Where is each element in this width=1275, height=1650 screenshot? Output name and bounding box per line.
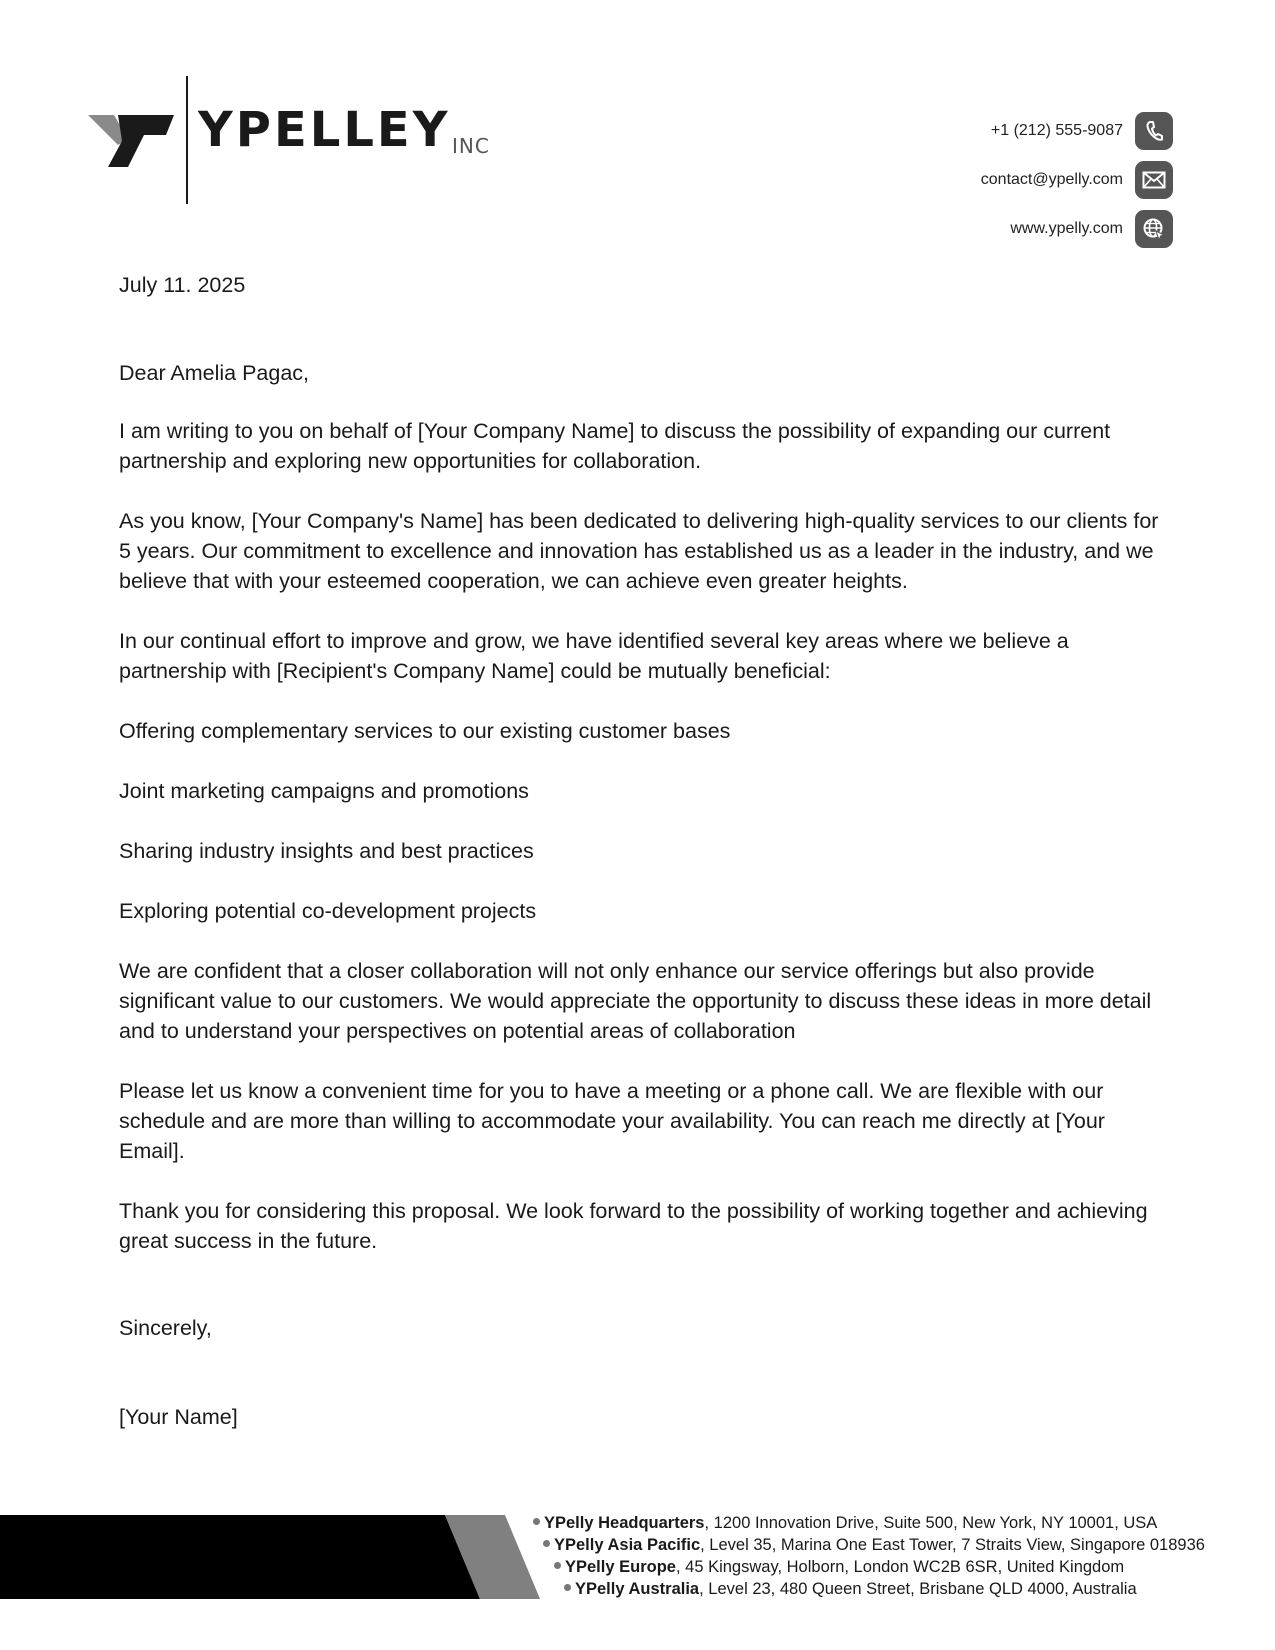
letter-date: July 11. 2025 xyxy=(119,273,246,297)
list-item: Offering complementary services to our existing customer bases xyxy=(119,719,731,743)
list-item: Exploring potential co-development projects xyxy=(119,899,537,923)
bullet-dot xyxy=(533,1518,540,1525)
bullet-dot xyxy=(554,1562,561,1569)
office-location: , Level 23, 480 Queen Street, Brisbane QLD 4000, Australia xyxy=(699,1580,1137,1598)
footer-addresses xyxy=(0,1512,1275,1602)
office-location: , 1200 Innovation Drive, Suite 500, New York, NY 10001, USA xyxy=(704,1514,1158,1532)
list-item: Sharing industry insights and best practices xyxy=(119,839,534,863)
bullet-dot xyxy=(564,1584,571,1591)
office-location: , 45 Kingsway, Holborn, London WC2B 6SR, United Kingdom xyxy=(675,1558,1125,1576)
contact-block xyxy=(753,112,1173,259)
company-suffix: INC xyxy=(452,134,490,158)
list-item: Joint marketing campaigns and promotions xyxy=(119,779,529,803)
letter-salutation: Dear Amelia Pagac, xyxy=(119,361,310,385)
letter-body xyxy=(119,270,1159,1432)
letter-closing: Sincerely, xyxy=(119,1316,212,1340)
logo-mark-icon xyxy=(88,113,178,169)
bullet-dot xyxy=(543,1540,550,1547)
letter-paragraph: We are confident that a closer collaboration will not only enhance our service offerings but also provide significant value to our customers. We would appreciate the opportunity to discuss these ideas in more detail and to understand your perspectives on potential areas of collaboration xyxy=(119,959,1152,1043)
office-address xyxy=(554,1556,1124,1578)
letter-signature: [Your Name] xyxy=(119,1405,238,1429)
letter-paragraph: Please let us know a convenient time for you to have a meeting or a phone call. We are flexible with our schedule and are more than willing to accommodate your availability. You can reach me directly at [Your Email]. xyxy=(119,1079,1105,1163)
contact-email-row xyxy=(753,161,1173,199)
contact-phone: +1 (212) 555-9087 xyxy=(990,122,1123,139)
office-address xyxy=(564,1578,1137,1600)
letter-paragraph: In our continual effort to improve and grow, we have identified several key areas where we believe a partnership with [Recipient's Company Name] could be mutually beneficial: xyxy=(119,629,1069,683)
office-location: , Level 35, Marina One East Tower, 7 Straits View, Singapore 018936 xyxy=(700,1536,1205,1554)
contact-website: www.ypelly.com xyxy=(1010,220,1123,237)
letter-paragraph: I am writing to you on behalf of [Your Company Name] to discuss the possibility of expanding our current partnership and exploring new opportunities for collaboration. xyxy=(119,419,1111,473)
company-logo xyxy=(88,76,528,206)
company-name: YPELLEY xyxy=(198,102,451,158)
office-address xyxy=(533,1512,1157,1534)
logo-divider xyxy=(186,76,188,204)
office-name: YPelly Asia Pacific xyxy=(554,1536,701,1554)
office-address xyxy=(543,1534,1205,1556)
letter-paragraph: As you know, [Your Company's Name] has been dedicated to delivering high-quality services to our clients for 5 years. Our commitment to excellence and innovation has established us as a leader in the industry, and we believe that with your esteemed cooperation, we can achieve even greater heights. xyxy=(119,509,1159,593)
letter-paragraph: Thank you for considering this proposal. We look forward to the possibility of working together and achieving great success in the future. xyxy=(119,1199,1148,1253)
contact-phone-row xyxy=(753,112,1173,150)
contact-email: contact@ypelly.com xyxy=(980,171,1123,188)
envelope-icon xyxy=(1135,161,1173,199)
office-name: YPelly Australia xyxy=(575,1580,700,1598)
globe-icon xyxy=(1135,210,1173,248)
contact-website-row xyxy=(753,210,1173,248)
phone-icon xyxy=(1135,112,1173,150)
office-name: YPelly Headquarters xyxy=(544,1514,705,1532)
office-name: YPelly Europe xyxy=(565,1558,676,1576)
